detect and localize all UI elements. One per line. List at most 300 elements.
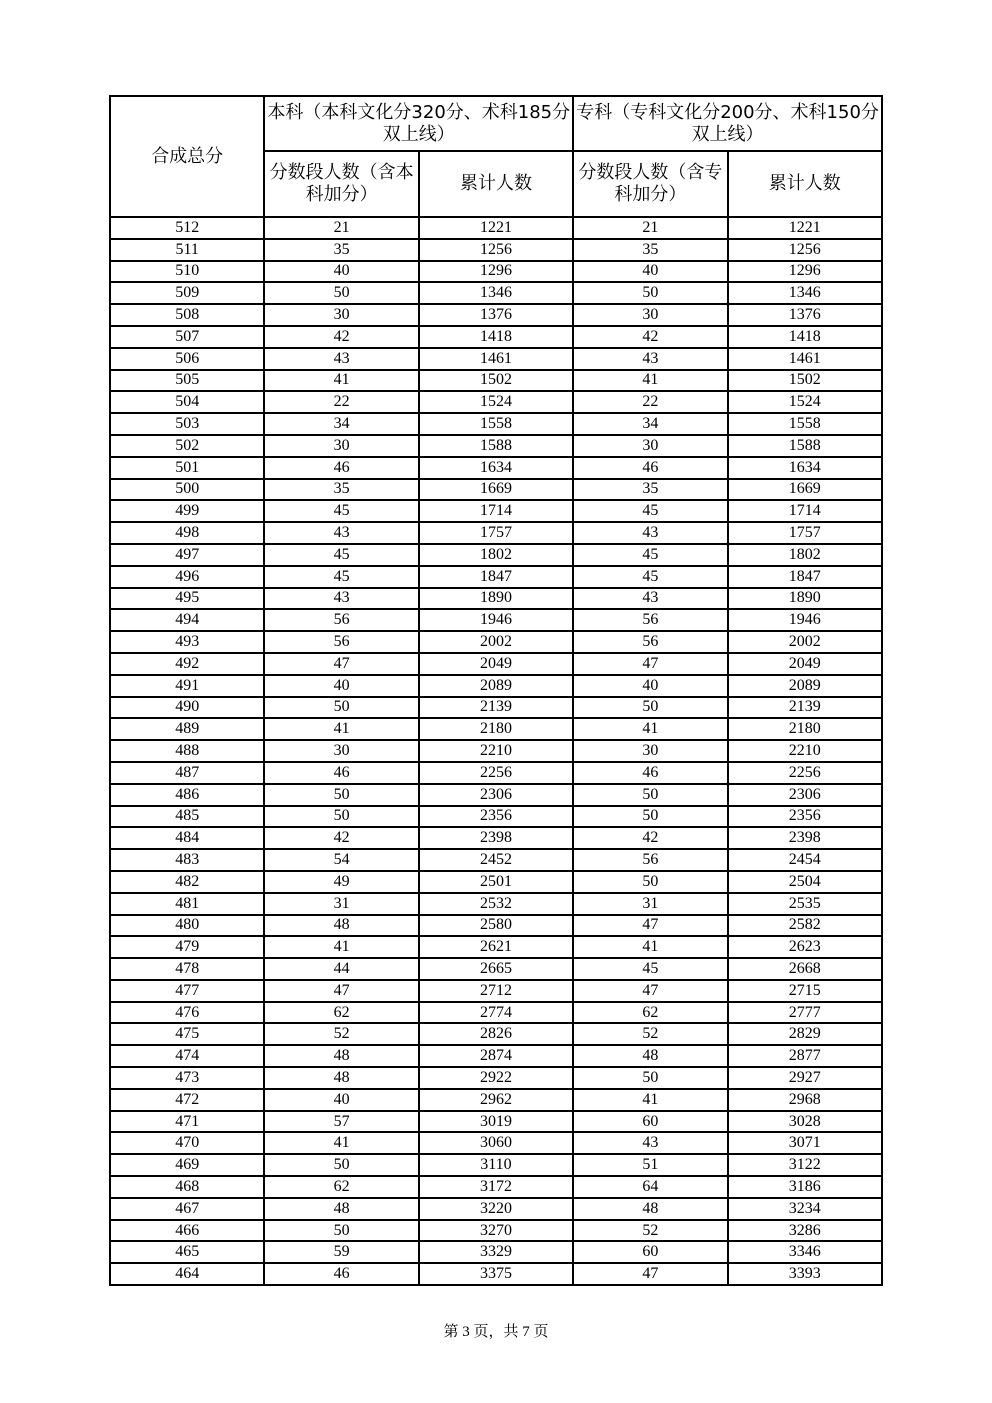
cell-junior-college-count: 56 bbox=[573, 631, 727, 653]
cell-junior-college-cumulative: 3186 bbox=[728, 1176, 882, 1198]
cell-total-score: 493 bbox=[110, 631, 264, 653]
cell-junior-college-cumulative: 1221 bbox=[728, 217, 882, 239]
cell-junior-college-cumulative: 1946 bbox=[728, 609, 882, 631]
cell-total-score: 469 bbox=[110, 1154, 264, 1176]
cell-junior-college-cumulative: 2049 bbox=[728, 653, 882, 675]
cell-undergraduate-cumulative: 1634 bbox=[419, 457, 573, 479]
cell-undergraduate-cumulative: 2962 bbox=[419, 1089, 573, 1111]
cell-undergraduate-cumulative: 2210 bbox=[419, 740, 573, 762]
cell-undergraduate-cumulative: 2356 bbox=[419, 806, 573, 828]
cell-junior-college-count: 46 bbox=[573, 762, 727, 784]
cell-undergraduate-count: 47 bbox=[264, 653, 418, 675]
cell-undergraduate-cumulative: 2922 bbox=[419, 1067, 573, 1089]
table-row bbox=[110, 239, 882, 261]
cell-undergraduate-count: 46 bbox=[264, 1263, 418, 1285]
cell-junior-college-count: 60 bbox=[573, 1111, 727, 1133]
cell-junior-college-count: 45 bbox=[573, 958, 727, 980]
cell-total-score: 503 bbox=[110, 413, 264, 435]
cell-undergraduate-count: 56 bbox=[264, 631, 418, 653]
cell-undergraduate-cumulative: 3220 bbox=[419, 1198, 573, 1220]
cell-total-score: 483 bbox=[110, 849, 264, 871]
cell-junior-college-count: 30 bbox=[573, 740, 727, 762]
cell-total-score: 498 bbox=[110, 522, 264, 544]
cell-junior-college-cumulative: 1256 bbox=[728, 239, 882, 261]
cell-undergraduate-count: 62 bbox=[264, 1002, 418, 1024]
table-row bbox=[110, 762, 882, 784]
cell-junior-college-count: 42 bbox=[573, 827, 727, 849]
cell-junior-college-cumulative: 1847 bbox=[728, 566, 882, 588]
cell-undergraduate-count: 47 bbox=[264, 980, 418, 1002]
cell-junior-college-count: 47 bbox=[573, 653, 727, 675]
cell-total-score: 504 bbox=[110, 391, 264, 413]
cell-total-score: 492 bbox=[110, 653, 264, 675]
cell-total-score: 471 bbox=[110, 1111, 264, 1133]
cell-undergraduate-cumulative: 2501 bbox=[419, 871, 573, 893]
cell-undergraduate-cumulative: 2774 bbox=[419, 1002, 573, 1024]
cell-total-score: 490 bbox=[110, 697, 264, 719]
cell-total-score: 506 bbox=[110, 348, 264, 370]
cell-junior-college-cumulative: 2356 bbox=[728, 806, 882, 828]
cell-undergraduate-count: 50 bbox=[264, 697, 418, 719]
table-row bbox=[110, 806, 882, 828]
cell-total-score: 491 bbox=[110, 675, 264, 697]
cell-undergraduate-count: 41 bbox=[264, 370, 418, 392]
cell-total-score: 511 bbox=[110, 239, 264, 261]
cell-junior-college-cumulative: 1524 bbox=[728, 391, 882, 413]
cell-undergraduate-cumulative: 3172 bbox=[419, 1176, 573, 1198]
cell-junior-college-cumulative: 2256 bbox=[728, 762, 882, 784]
table-row bbox=[110, 958, 882, 980]
cell-undergraduate-count: 56 bbox=[264, 609, 418, 631]
cell-junior-college-cumulative: 1669 bbox=[728, 479, 882, 501]
cell-total-score: 479 bbox=[110, 936, 264, 958]
table-row bbox=[110, 1263, 882, 1285]
cell-undergraduate-cumulative: 2665 bbox=[419, 958, 573, 980]
table-body bbox=[110, 217, 882, 1285]
cell-undergraduate-cumulative: 1461 bbox=[419, 348, 573, 370]
cell-undergraduate-cumulative: 2580 bbox=[419, 915, 573, 937]
cell-undergraduate-count: 49 bbox=[264, 871, 418, 893]
cell-total-score: 495 bbox=[110, 588, 264, 610]
cell-total-score: 489 bbox=[110, 718, 264, 740]
cell-junior-college-count: 52 bbox=[573, 1023, 727, 1045]
cell-total-score: 470 bbox=[110, 1132, 264, 1154]
cell-undergraduate-count: 35 bbox=[264, 479, 418, 501]
cell-junior-college-cumulative: 2829 bbox=[728, 1023, 882, 1045]
cell-total-score: 480 bbox=[110, 915, 264, 937]
cell-total-score: 472 bbox=[110, 1089, 264, 1111]
cell-undergraduate-count: 62 bbox=[264, 1176, 418, 1198]
cell-undergraduate-cumulative: 1757 bbox=[419, 522, 573, 544]
cell-undergraduate-count: 43 bbox=[264, 522, 418, 544]
cell-undergraduate-count: 34 bbox=[264, 413, 418, 435]
table-row bbox=[110, 435, 882, 457]
cell-undergraduate-count: 22 bbox=[264, 391, 418, 413]
table-row bbox=[110, 827, 882, 849]
cell-undergraduate-cumulative: 2712 bbox=[419, 980, 573, 1002]
cell-total-score: 507 bbox=[110, 326, 264, 348]
table-row bbox=[110, 980, 882, 1002]
table-row bbox=[110, 915, 882, 937]
cell-total-score: 473 bbox=[110, 1067, 264, 1089]
table-row bbox=[110, 718, 882, 740]
cell-junior-college-cumulative: 3234 bbox=[728, 1198, 882, 1220]
table-row bbox=[110, 893, 882, 915]
table-row bbox=[110, 544, 882, 566]
cell-undergraduate-cumulative: 3270 bbox=[419, 1220, 573, 1242]
cell-undergraduate-cumulative: 3060 bbox=[419, 1132, 573, 1154]
cell-undergraduate-cumulative: 2002 bbox=[419, 631, 573, 653]
cell-total-score: 501 bbox=[110, 457, 264, 479]
cell-junior-college-count: 47 bbox=[573, 915, 727, 937]
cell-junior-college-cumulative: 2715 bbox=[728, 980, 882, 1002]
table-row bbox=[110, 871, 882, 893]
cell-junior-college-cumulative: 3071 bbox=[728, 1132, 882, 1154]
cell-undergraduate-cumulative: 1346 bbox=[419, 282, 573, 304]
cell-undergraduate-count: 41 bbox=[264, 1132, 418, 1154]
cell-undergraduate-count: 31 bbox=[264, 893, 418, 915]
cell-undergraduate-cumulative: 3019 bbox=[419, 1111, 573, 1133]
cell-junior-college-cumulative: 2180 bbox=[728, 718, 882, 740]
cell-undergraduate-count: 42 bbox=[264, 326, 418, 348]
header-junior-college-cumulative: 累计人数 bbox=[728, 151, 882, 217]
cell-junior-college-count: 21 bbox=[573, 217, 727, 239]
cell-undergraduate-cumulative: 2139 bbox=[419, 697, 573, 719]
cell-junior-college-count: 45 bbox=[573, 500, 727, 522]
cell-junior-college-count: 48 bbox=[573, 1045, 727, 1067]
cell-undergraduate-count: 42 bbox=[264, 827, 418, 849]
table-row bbox=[110, 479, 882, 501]
cell-undergraduate-cumulative: 1296 bbox=[419, 261, 573, 283]
cell-junior-college-count: 64 bbox=[573, 1176, 727, 1198]
cell-undergraduate-cumulative: 1418 bbox=[419, 326, 573, 348]
cell-undergraduate-count: 41 bbox=[264, 936, 418, 958]
table-row bbox=[110, 304, 882, 326]
cell-junior-college-cumulative: 3286 bbox=[728, 1220, 882, 1242]
table-row bbox=[110, 217, 882, 239]
cell-junior-college-cumulative: 2504 bbox=[728, 871, 882, 893]
cell-junior-college-cumulative: 1376 bbox=[728, 304, 882, 326]
cell-junior-college-cumulative: 3346 bbox=[728, 1241, 882, 1263]
cell-undergraduate-cumulative: 1376 bbox=[419, 304, 573, 326]
table-row bbox=[110, 348, 882, 370]
cell-junior-college-count: 51 bbox=[573, 1154, 727, 1176]
cell-junior-college-count: 43 bbox=[573, 1132, 727, 1154]
table-row bbox=[110, 784, 882, 806]
page-footer: 第 3 页，共 7 页 bbox=[443, 1324, 549, 1340]
cell-junior-college-cumulative: 1502 bbox=[728, 370, 882, 392]
cell-undergraduate-cumulative: 1946 bbox=[419, 609, 573, 631]
table-header bbox=[110, 96, 882, 217]
cell-total-score: 464 bbox=[110, 1263, 264, 1285]
header-undergraduate-count: 分数段人数（含本科加分） bbox=[264, 151, 418, 217]
cell-total-score: 510 bbox=[110, 261, 264, 283]
table-row bbox=[110, 413, 882, 435]
cell-total-score: 476 bbox=[110, 1002, 264, 1024]
cell-junior-college-cumulative: 2089 bbox=[728, 675, 882, 697]
cell-undergraduate-count: 30 bbox=[264, 740, 418, 762]
cell-junior-college-cumulative: 2454 bbox=[728, 849, 882, 871]
table-row bbox=[110, 740, 882, 762]
cell-undergraduate-count: 50 bbox=[264, 806, 418, 828]
cell-junior-college-cumulative: 2777 bbox=[728, 1002, 882, 1024]
cell-junior-college-cumulative: 2968 bbox=[728, 1089, 882, 1111]
table-row bbox=[110, 1023, 882, 1045]
cell-junior-college-cumulative: 2623 bbox=[728, 936, 882, 958]
cell-junior-college-cumulative: 2210 bbox=[728, 740, 882, 762]
cell-junior-college-count: 50 bbox=[573, 806, 727, 828]
cell-junior-college-count: 56 bbox=[573, 609, 727, 631]
cell-undergraduate-count: 54 bbox=[264, 849, 418, 871]
cell-junior-college-cumulative: 3028 bbox=[728, 1111, 882, 1133]
cell-junior-college-count: 43 bbox=[573, 588, 727, 610]
table-row bbox=[110, 391, 882, 413]
cell-undergraduate-count: 50 bbox=[264, 1220, 418, 1242]
header-undergraduate-cumulative: 累计人数 bbox=[419, 151, 573, 217]
cell-undergraduate-cumulative: 1847 bbox=[419, 566, 573, 588]
cell-junior-college-count: 47 bbox=[573, 1263, 727, 1285]
cell-undergraduate-count: 48 bbox=[264, 915, 418, 937]
table-row bbox=[110, 1111, 882, 1133]
cell-total-score: 497 bbox=[110, 544, 264, 566]
cell-undergraduate-cumulative: 1524 bbox=[419, 391, 573, 413]
table-row bbox=[110, 566, 882, 588]
cell-undergraduate-count: 40 bbox=[264, 261, 418, 283]
cell-total-score: 467 bbox=[110, 1198, 264, 1220]
cell-undergraduate-cumulative: 3375 bbox=[419, 1263, 573, 1285]
cell-undergraduate-count: 46 bbox=[264, 762, 418, 784]
cell-total-score: 478 bbox=[110, 958, 264, 980]
cell-total-score: 475 bbox=[110, 1023, 264, 1045]
cell-junior-college-cumulative: 2398 bbox=[728, 827, 882, 849]
cell-undergraduate-cumulative: 1669 bbox=[419, 479, 573, 501]
cell-undergraduate-cumulative: 1256 bbox=[419, 239, 573, 261]
cell-undergraduate-cumulative: 2089 bbox=[419, 675, 573, 697]
cell-undergraduate-count: 48 bbox=[264, 1067, 418, 1089]
table-row bbox=[110, 522, 882, 544]
cell-total-score: 486 bbox=[110, 784, 264, 806]
cell-junior-college-cumulative: 2139 bbox=[728, 697, 882, 719]
table-row bbox=[110, 653, 882, 675]
cell-undergraduate-count: 45 bbox=[264, 500, 418, 522]
cell-undergraduate-cumulative: 1588 bbox=[419, 435, 573, 457]
cell-junior-college-count: 30 bbox=[573, 304, 727, 326]
table-row bbox=[110, 500, 882, 522]
cell-junior-college-cumulative: 1714 bbox=[728, 500, 882, 522]
cell-junior-college-cumulative: 1634 bbox=[728, 457, 882, 479]
cell-undergraduate-count: 21 bbox=[264, 217, 418, 239]
cell-undergraduate-cumulative: 2621 bbox=[419, 936, 573, 958]
cell-undergraduate-cumulative: 1714 bbox=[419, 500, 573, 522]
cell-undergraduate-count: 59 bbox=[264, 1241, 418, 1263]
cell-junior-college-count: 56 bbox=[573, 849, 727, 871]
table-row bbox=[110, 282, 882, 304]
cell-junior-college-count: 62 bbox=[573, 1002, 727, 1024]
cell-undergraduate-cumulative: 2826 bbox=[419, 1023, 573, 1045]
table-row bbox=[110, 631, 882, 653]
cell-undergraduate-cumulative: 1558 bbox=[419, 413, 573, 435]
cell-undergraduate-count: 45 bbox=[264, 566, 418, 588]
table-row bbox=[110, 936, 882, 958]
cell-junior-college-cumulative: 1461 bbox=[728, 348, 882, 370]
cell-undergraduate-count: 43 bbox=[264, 588, 418, 610]
header-group-undergraduate: 本科（本科文化分320分、术科185分双上线） bbox=[264, 96, 573, 151]
cell-junior-college-count: 43 bbox=[573, 348, 727, 370]
cell-undergraduate-count: 48 bbox=[264, 1045, 418, 1067]
cell-junior-college-cumulative: 1588 bbox=[728, 435, 882, 457]
cell-junior-college-cumulative: 3393 bbox=[728, 1263, 882, 1285]
cell-undergraduate-count: 45 bbox=[264, 544, 418, 566]
cell-junior-college-count: 50 bbox=[573, 871, 727, 893]
cell-undergraduate-count: 50 bbox=[264, 784, 418, 806]
cell-junior-college-cumulative: 1802 bbox=[728, 544, 882, 566]
cell-junior-college-cumulative: 1757 bbox=[728, 522, 882, 544]
table-row bbox=[110, 1045, 882, 1067]
cell-junior-college-count: 45 bbox=[573, 566, 727, 588]
cell-junior-college-cumulative: 1558 bbox=[728, 413, 882, 435]
cell-total-score: 499 bbox=[110, 500, 264, 522]
table-row bbox=[110, 1132, 882, 1154]
cell-total-score: 509 bbox=[110, 282, 264, 304]
table-row bbox=[110, 849, 882, 871]
score-distribution-table bbox=[109, 95, 883, 1286]
cell-undergraduate-cumulative: 1802 bbox=[419, 544, 573, 566]
cell-junior-college-count: 50 bbox=[573, 697, 727, 719]
cell-junior-college-cumulative: 2582 bbox=[728, 915, 882, 937]
cell-undergraduate-count: 50 bbox=[264, 1154, 418, 1176]
cell-junior-college-count: 40 bbox=[573, 261, 727, 283]
cell-total-score: 481 bbox=[110, 893, 264, 915]
cell-total-score: 482 bbox=[110, 871, 264, 893]
cell-junior-college-cumulative: 2877 bbox=[728, 1045, 882, 1067]
cell-undergraduate-count: 52 bbox=[264, 1023, 418, 1045]
cell-total-score: 488 bbox=[110, 740, 264, 762]
cell-total-score: 487 bbox=[110, 762, 264, 784]
cell-undergraduate-count: 57 bbox=[264, 1111, 418, 1133]
cell-total-score: 496 bbox=[110, 566, 264, 588]
cell-total-score: 500 bbox=[110, 479, 264, 501]
table-row bbox=[110, 457, 882, 479]
cell-junior-college-count: 41 bbox=[573, 370, 727, 392]
table-row bbox=[110, 1154, 882, 1176]
table-row bbox=[110, 697, 882, 719]
cell-undergraduate-count: 30 bbox=[264, 304, 418, 326]
cell-junior-college-cumulative: 1418 bbox=[728, 326, 882, 348]
cell-undergraduate-cumulative: 2452 bbox=[419, 849, 573, 871]
cell-undergraduate-cumulative: 2256 bbox=[419, 762, 573, 784]
cell-undergraduate-cumulative: 2532 bbox=[419, 893, 573, 915]
cell-undergraduate-count: 46 bbox=[264, 457, 418, 479]
cell-junior-college-cumulative: 2306 bbox=[728, 784, 882, 806]
cell-total-score: 494 bbox=[110, 609, 264, 631]
cell-total-score: 466 bbox=[110, 1220, 264, 1242]
table-row bbox=[110, 675, 882, 697]
cell-undergraduate-cumulative: 3329 bbox=[419, 1241, 573, 1263]
cell-junior-college-count: 50 bbox=[573, 784, 727, 806]
cell-total-score: 512 bbox=[110, 217, 264, 239]
table-row bbox=[110, 1198, 882, 1220]
header-total-score: 合成总分 bbox=[110, 96, 264, 217]
cell-undergraduate-count: 48 bbox=[264, 1198, 418, 1220]
table-row bbox=[110, 370, 882, 392]
cell-undergraduate-count: 40 bbox=[264, 675, 418, 697]
cell-undergraduate-count: 43 bbox=[264, 348, 418, 370]
cell-junior-college-cumulative: 2002 bbox=[728, 631, 882, 653]
cell-junior-college-count: 50 bbox=[573, 282, 727, 304]
cell-total-score: 468 bbox=[110, 1176, 264, 1198]
cell-undergraduate-cumulative: 1890 bbox=[419, 588, 573, 610]
cell-total-score: 484 bbox=[110, 827, 264, 849]
cell-undergraduate-count: 41 bbox=[264, 718, 418, 740]
cell-total-score: 474 bbox=[110, 1045, 264, 1067]
table-row bbox=[110, 1089, 882, 1111]
cell-junior-college-count: 46 bbox=[573, 457, 727, 479]
cell-undergraduate-cumulative: 1221 bbox=[419, 217, 573, 239]
cell-junior-college-count: 41 bbox=[573, 1089, 727, 1111]
table-row bbox=[110, 1002, 882, 1024]
cell-undergraduate-count: 30 bbox=[264, 435, 418, 457]
cell-junior-college-count: 40 bbox=[573, 675, 727, 697]
cell-undergraduate-cumulative: 3110 bbox=[419, 1154, 573, 1176]
table-row bbox=[110, 588, 882, 610]
cell-junior-college-cumulative: 2668 bbox=[728, 958, 882, 980]
cell-junior-college-count: 41 bbox=[573, 936, 727, 958]
table-row bbox=[110, 326, 882, 348]
cell-junior-college-count: 43 bbox=[573, 522, 727, 544]
table-row bbox=[110, 261, 882, 283]
cell-junior-college-count: 35 bbox=[573, 239, 727, 261]
cell-junior-college-count: 22 bbox=[573, 391, 727, 413]
cell-junior-college-cumulative: 1890 bbox=[728, 588, 882, 610]
cell-total-score: 508 bbox=[110, 304, 264, 326]
table-row bbox=[110, 1067, 882, 1089]
cell-junior-college-cumulative: 2927 bbox=[728, 1067, 882, 1089]
table-row bbox=[110, 1241, 882, 1263]
cell-junior-college-count: 48 bbox=[573, 1198, 727, 1220]
cell-junior-college-count: 47 bbox=[573, 980, 727, 1002]
cell-junior-college-count: 31 bbox=[573, 893, 727, 915]
cell-junior-college-count: 41 bbox=[573, 718, 727, 740]
cell-undergraduate-count: 44 bbox=[264, 958, 418, 980]
table-row bbox=[110, 1176, 882, 1198]
header-group-junior-college: 专科（专科文化分200分、术科150分双上线） bbox=[573, 96, 882, 151]
cell-undergraduate-cumulative: 2049 bbox=[419, 653, 573, 675]
cell-undergraduate-count: 50 bbox=[264, 282, 418, 304]
cell-undergraduate-cumulative: 2398 bbox=[419, 827, 573, 849]
cell-junior-college-cumulative: 1296 bbox=[728, 261, 882, 283]
cell-total-score: 485 bbox=[110, 806, 264, 828]
cell-undergraduate-count: 40 bbox=[264, 1089, 418, 1111]
cell-total-score: 465 bbox=[110, 1241, 264, 1263]
table-row bbox=[110, 1220, 882, 1242]
cell-junior-college-count: 45 bbox=[573, 544, 727, 566]
cell-total-score: 502 bbox=[110, 435, 264, 457]
cell-undergraduate-cumulative: 2306 bbox=[419, 784, 573, 806]
cell-junior-college-cumulative: 2535 bbox=[728, 893, 882, 915]
cell-undergraduate-cumulative: 1502 bbox=[419, 370, 573, 392]
cell-junior-college-cumulative: 3122 bbox=[728, 1154, 882, 1176]
cell-total-score: 477 bbox=[110, 980, 264, 1002]
cell-junior-college-count: 50 bbox=[573, 1067, 727, 1089]
header-junior-college-count: 分数段人数（含专科加分） bbox=[573, 151, 727, 217]
cell-junior-college-count: 52 bbox=[573, 1220, 727, 1242]
table-row bbox=[110, 609, 882, 631]
cell-junior-college-count: 34 bbox=[573, 413, 727, 435]
cell-total-score: 505 bbox=[110, 370, 264, 392]
cell-junior-college-cumulative: 1346 bbox=[728, 282, 882, 304]
cell-junior-college-count: 35 bbox=[573, 479, 727, 501]
cell-junior-college-count: 30 bbox=[573, 435, 727, 457]
